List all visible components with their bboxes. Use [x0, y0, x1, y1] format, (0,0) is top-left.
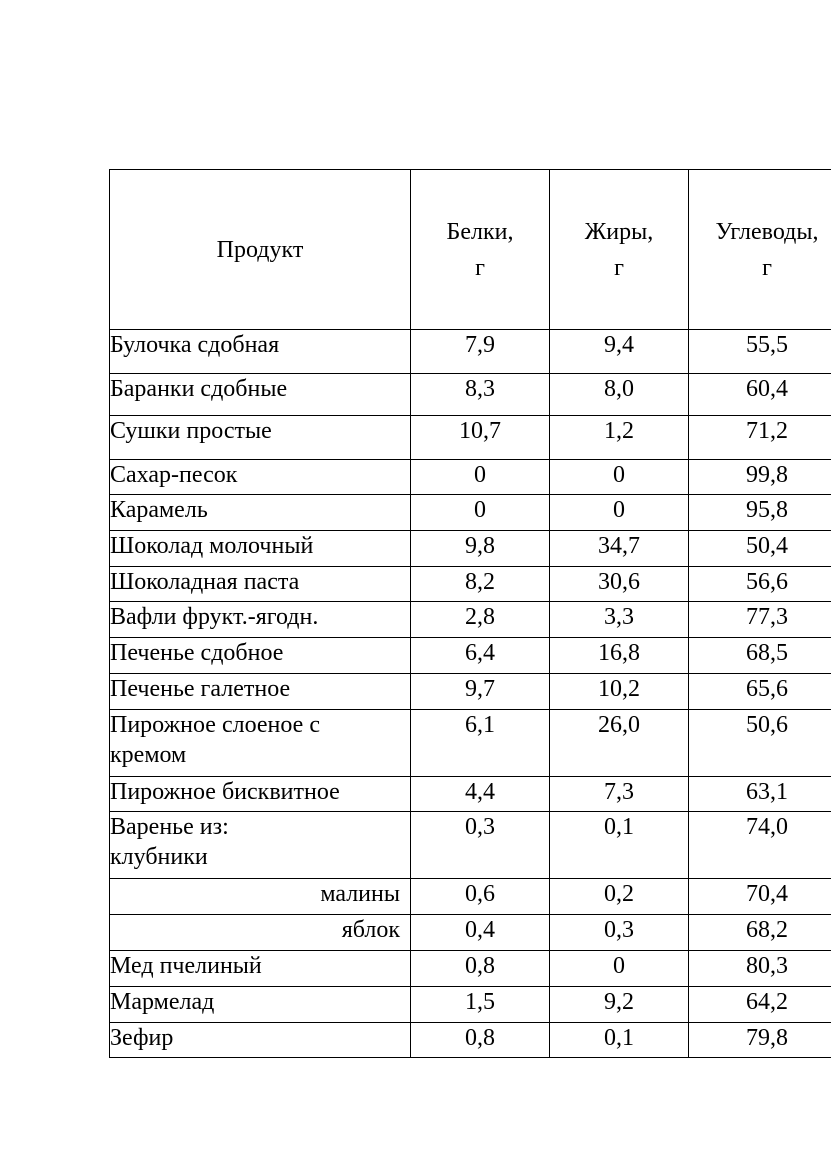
table-row	[110, 710, 831, 777]
carbs-cell: 56,6	[689, 567, 831, 602]
table-row	[110, 416, 831, 460]
header-product-label: Продукт	[216, 236, 304, 263]
fat-cell: 1,2	[550, 416, 689, 460]
fat-cell: 0,1	[550, 812, 689, 879]
header-protein	[411, 170, 550, 330]
protein-cell: 1,5	[411, 987, 550, 1023]
product-name-cell	[110, 330, 411, 374]
header-fat-line-1: Жиры,	[584, 218, 654, 245]
carbs-cell: 50,4	[689, 531, 831, 567]
product-name-cell	[110, 777, 411, 812]
product-name-cell	[110, 602, 411, 638]
fat-cell: 10,2	[550, 674, 689, 710]
protein-cell: 8,2	[411, 567, 550, 602]
table-row	[110, 460, 831, 495]
carbs-cell: 95,8	[689, 495, 831, 531]
table-row	[110, 915, 831, 951]
product-name: Сушки простые	[110, 418, 272, 444]
product-name-cell	[110, 674, 411, 710]
header-carbs-line-2: г	[762, 254, 772, 281]
table-row	[110, 567, 831, 602]
fat-cell: 0	[550, 951, 689, 987]
product-name: Печенье сдобное	[110, 640, 284, 666]
fat-cell: 0,1	[550, 1023, 689, 1058]
header-fat-line-2: г	[614, 254, 624, 281]
fat-cell: 30,6	[550, 567, 689, 602]
carbs-cell: 70,4	[689, 879, 831, 915]
product-name: Сахар-песок	[110, 462, 238, 488]
table-row	[110, 777, 831, 812]
protein-cell: 0,4	[411, 915, 550, 951]
product-name-line-2: клубники	[110, 844, 208, 870]
product-name-line-1: Варенье из:	[110, 814, 229, 840]
protein-cell: 0,8	[411, 951, 550, 987]
fat-cell: 7,3	[550, 777, 689, 812]
carbs-cell: 63,1	[689, 777, 831, 812]
table-row	[110, 812, 831, 879]
protein-cell: 10,7	[411, 416, 550, 460]
protein-cell: 6,4	[411, 638, 550, 674]
table-row	[110, 951, 831, 987]
nutrition-table	[109, 169, 831, 1058]
product-name: Шоколад молочный	[110, 533, 314, 559]
carbs-cell: 68,2	[689, 915, 831, 951]
protein-cell: 8,3	[411, 374, 550, 416]
product-name: Печенье галетное	[110, 676, 291, 702]
protein-cell: 0,6	[411, 879, 550, 915]
table-row	[110, 987, 831, 1023]
protein-cell: 9,7	[411, 674, 550, 710]
carbs-cell: 71,2	[689, 416, 831, 460]
product-name-cell	[110, 710, 411, 777]
product-name-line-2: кремом	[110, 742, 187, 768]
header-carbs-line-1: Углеводы,	[715, 218, 819, 245]
protein-cell: 2,8	[411, 602, 550, 638]
table-row	[110, 374, 831, 416]
fat-cell: 0	[550, 495, 689, 531]
product-name-cell	[110, 374, 411, 416]
product-name: Шоколадная паста	[110, 569, 300, 595]
carbs-cell: 80,3	[689, 951, 831, 987]
table-row	[110, 1023, 831, 1058]
product-name-cell	[110, 1023, 411, 1058]
table-header-row	[110, 170, 831, 330]
carbs-cell: 50,6	[689, 710, 831, 777]
product-name: малины	[320, 881, 400, 907]
fat-cell: 0,2	[550, 879, 689, 915]
fat-cell: 0,3	[550, 915, 689, 951]
product-name: Мармелад	[110, 989, 215, 1015]
product-name-cell	[110, 416, 411, 460]
header-protein-line-1: Белки,	[446, 218, 514, 245]
carbs-cell: 55,5	[689, 330, 831, 374]
product-name-cell	[110, 460, 411, 495]
table-row	[110, 531, 831, 567]
protein-cell: 9,8	[411, 531, 550, 567]
carbs-cell: 77,3	[689, 602, 831, 638]
protein-cell: 0,8	[411, 1023, 550, 1058]
header-fat	[550, 170, 689, 330]
product-name-cell	[110, 879, 411, 915]
product-name: Пирожное бисквитное	[110, 779, 340, 805]
table-row	[110, 879, 831, 915]
fat-cell: 9,2	[550, 987, 689, 1023]
product-name-cell	[110, 951, 411, 987]
product-name-cell	[110, 531, 411, 567]
product-name: Вафли фрукт.-ягодн.	[110, 604, 319, 630]
protein-cell: 0	[411, 460, 550, 495]
product-name-cell	[110, 915, 411, 951]
carbs-cell: 74,0	[689, 812, 831, 879]
carbs-cell: 79,8	[689, 1023, 831, 1058]
product-name-line-1: Пирожное слоеное с	[110, 712, 320, 738]
table-row	[110, 638, 831, 674]
table-row	[110, 495, 831, 531]
carbs-cell: 99,8	[689, 460, 831, 495]
product-name: Баранки сдобные	[110, 376, 288, 402]
protein-cell: 7,9	[411, 330, 550, 374]
header-product	[110, 170, 411, 330]
fat-cell: 3,3	[550, 602, 689, 638]
protein-cell: 0	[411, 495, 550, 531]
header-protein-line-2: г	[475, 254, 485, 281]
protein-cell: 0,3	[411, 812, 550, 879]
carbs-cell: 65,6	[689, 674, 831, 710]
fat-cell: 16,8	[550, 638, 689, 674]
table-row	[110, 602, 831, 638]
product-name: Карамель	[110, 497, 208, 523]
protein-cell: 4,4	[411, 777, 550, 812]
table-row	[110, 674, 831, 710]
product-name-cell	[110, 987, 411, 1023]
product-name-cell	[110, 495, 411, 531]
product-name: яблок	[341, 917, 400, 943]
table-row	[110, 330, 831, 374]
product-name-cell	[110, 812, 411, 879]
product-name: Булочка сдобная	[110, 332, 280, 358]
protein-cell: 6,1	[411, 710, 550, 777]
fat-cell: 0	[550, 460, 689, 495]
product-name: Мед пчелиный	[110, 953, 262, 979]
header-carbs	[689, 170, 831, 330]
product-name-cell	[110, 638, 411, 674]
product-name: Зефир	[110, 1025, 174, 1051]
fat-cell: 34,7	[550, 531, 689, 567]
product-name-cell	[110, 567, 411, 602]
fat-cell: 26,0	[550, 710, 689, 777]
fat-cell: 9,4	[550, 330, 689, 374]
carbs-cell: 68,5	[689, 638, 831, 674]
fat-cell: 8,0	[550, 374, 689, 416]
carbs-cell: 60,4	[689, 374, 831, 416]
carbs-cell: 64,2	[689, 987, 831, 1023]
